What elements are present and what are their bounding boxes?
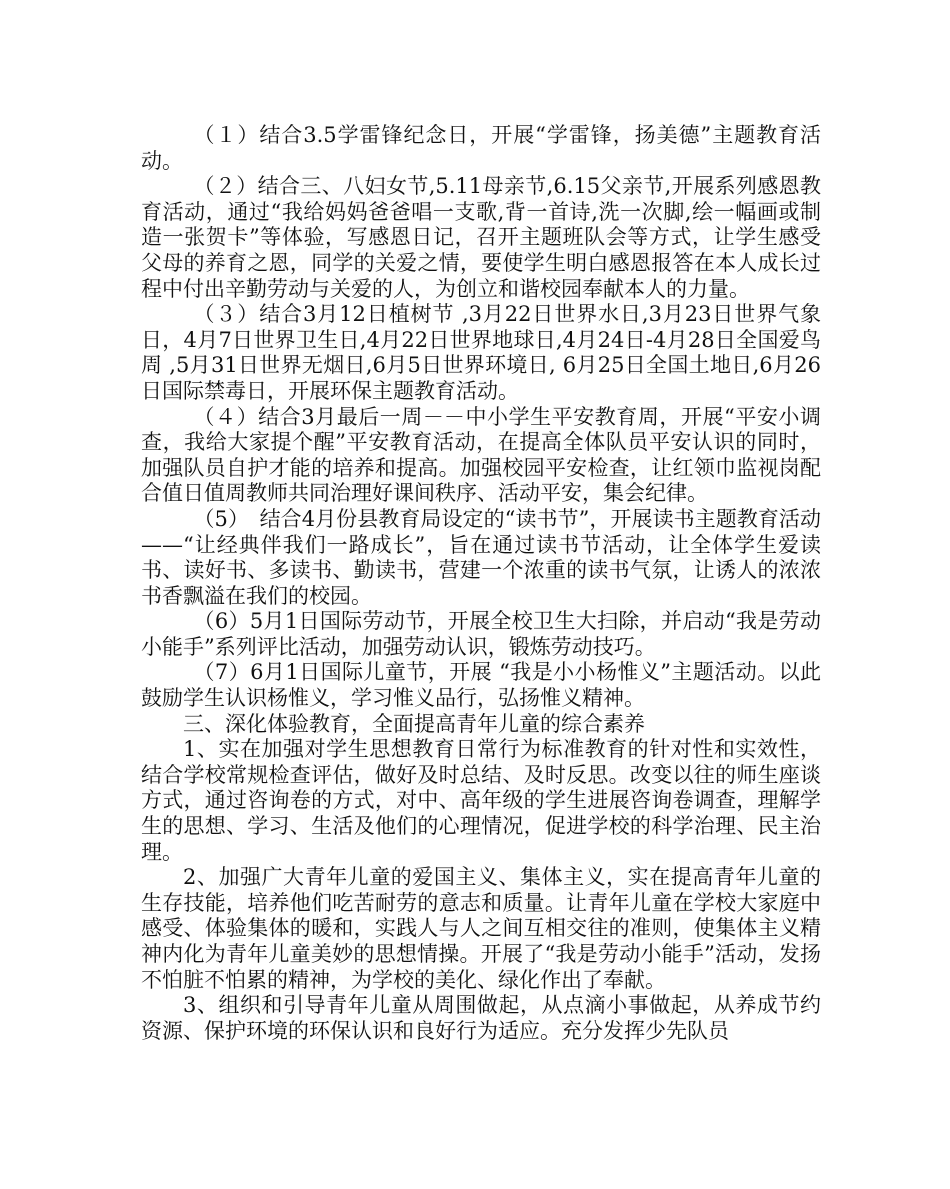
paragraph-6: （6）5月1日国际劳动节，开展全校卫生大扫除，并启动“我是劳动小能手”系列评比活动，加强劳动认识，锻炼劳动技巧。 xyxy=(141,609,821,659)
paragraph-3: （３）结合3月12日植树节 ,3月22日世界水日,3月23日世界气象日，4月7日世界卫生日,4月22日世界地球日,4月24日-4月28日全国爱鸟周 ,5月31日世界无烟日,6月5日世界环境日, 6月25日全国土地日,6月26日国际禁毒日，开展环保主题教育活动。 xyxy=(141,302,821,403)
paragraph-1: （１）结合3.5学雷锋纪念日，开展“学雷锋，扬美德”主题教育活动。 xyxy=(141,123,821,173)
document-page xyxy=(141,123,821,1044)
paragraph-10: 3、组织和引导青年儿童从周围做起，从点滴小事做起，从养成节约资源、保护环境的环保认识和良好行为适应。充分发挥少先队员 xyxy=(141,993,821,1043)
paragraph-9: 2、加强广大青年儿童的爱国主义、集体主义，实在提高青年儿童的生存技能，培养他们吃苦耐劳的意志和质量。让青年儿童在学校大家庭中感受、体验集体的暖和，实践人与人之间互相交往的准则，使集体主义精神内化为青年儿童美妙的思想情操。开展了“我是劳动小能手”活动，发扬不怕脏不怕累的精神，为学校的美化、绿化作出了奉献。 xyxy=(141,865,821,992)
paragraph-7: （7）6月1日国际儿童节，开展 “我是小小杨惟义”主题活动。以此鼓励学生认识杨惟义，学习惟义品行，弘扬惟义精神。 xyxy=(141,660,821,711)
paragraph-8: 1、实在加强对学生思想教育日常行为标准教育的针对性和实效性，结合学校常规检查评估，做好及时总结、及时反思。改变以往的师生座谈方式，通过咨询卷的方式，对中、高年级的学生进展咨询卷调查，理解学生的思想、学习、生活及他们的心理情况，促进学校的科学治理、民主治理。 xyxy=(141,737,821,864)
paragraph-4: （４）结合3月最后一周－－中小学生平安教育周，开展“平安小调查，我给大家提个醒”平安教育活动，在提高全体队员平安认识的同时，加强队员自护才能的培养和提高。加强校园平安检查，让红领巾监视岗配合值日值周教师共同治理好课间秩序、活动平安，集会纪律。 xyxy=(141,404,821,506)
paragraph-5: （5） 结合4月份县教育局设定的“读书节”，开展读书主题教育活动——“让经典伴我们一路成长”，旨在通过读书节活动，让全体学生爱读书、读好书、多读书、勤读书，营建一个浓重的读书气氛，让诱人的浓浓书香飘溢在我们的校园。 xyxy=(141,506,821,608)
section-heading: 三、深化体验教育，全面提高青年儿童的综合素养 xyxy=(183,711,645,736)
paragraph-2: （２）结合三、八妇女节,5.11母亲节,6.15父亲节,开展系列感恩教育活动，通过“我给妈妈爸爸唱一支歌,背一首诗,洗一次脚,绘一幅画或制造一张贺卡”等体验，写感恩日记，召开主题班队会等方式，让学生感受父母的养育之恩，同学的关爱之情，要使学生明白感恩报答在本人成长过程中付出辛勤劳动与关爱的人，为创立和谐校园奉献本人的力量。 xyxy=(141,174,821,301)
